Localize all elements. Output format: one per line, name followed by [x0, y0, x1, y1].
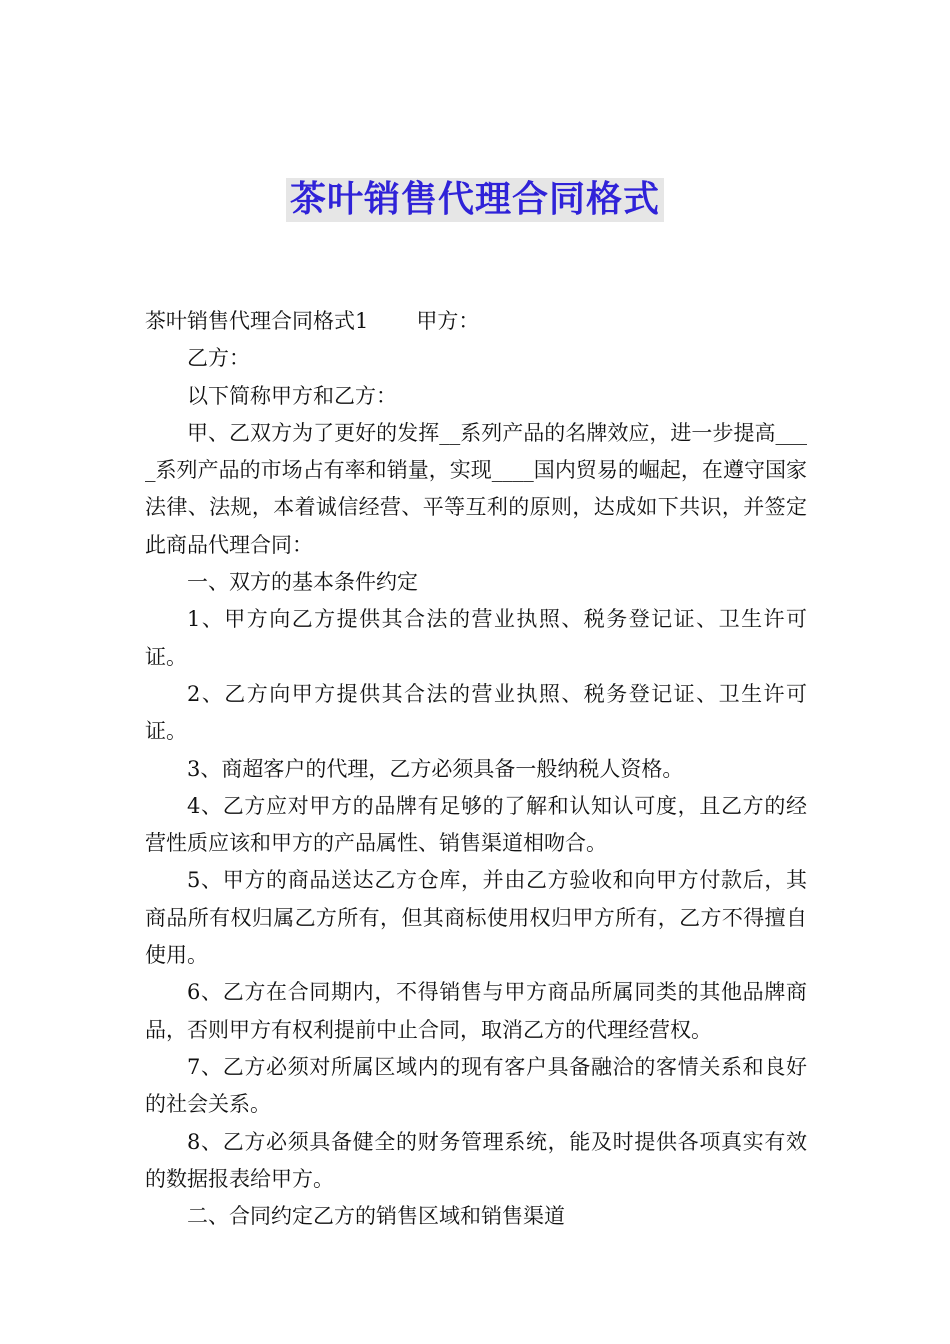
party-b-label: 乙方： — [187, 346, 250, 371]
clause-3: 3、商超客户的代理，乙方必须具备一般纳税人资格。 — [187, 756, 684, 781]
clause-8: 8、乙方必须具备健全的财务管理系统，能及时提供各项真实有效的数据报表给甲方。 — [145, 1129, 807, 1191]
document-subtitle: 茶叶销售代理合同格式1 — [145, 309, 369, 333]
clause-4: 4、乙方应对甲方的品牌有足够的了解和认知认可度，且乙方的经营性质应该和甲方的产品属性、销售渠道相吻合。 — [145, 793, 807, 856]
preamble-paragraph: 甲、乙双方为了更好的发挥__系列产品的名牌效应，进一步提高____系列产品的市场占有率和销量，实现____国内贸易的崛起，在遵守国家法律、法规，本着诚信经营、平等互利的原则，达成如下共识，并签定此商品代理合同： — [145, 420, 807, 557]
clause-6: 6、乙方在合同期内，不得销售与甲方商品所属同类的其他品牌商品，否则甲方有权利提前中止合同，取消乙方的代理经营权。 — [145, 980, 807, 1042]
clause-5: 5、甲方的商品送达乙方仓库，并由乙方验收和向甲方付款后，其商品所有权归属乙方所有，但其商标使用权归甲方所有，乙方不得擅自使用。 — [145, 868, 807, 968]
document-body — [145, 303, 807, 1235]
clause-7: 7、乙方必须对所属区域内的现有客户具备融洽的客情关系和良好的社会关系。 — [145, 1054, 807, 1117]
subtitle-line — [145, 303, 807, 340]
clause-1: 1、甲方向乙方提供其合法的营业执照、税务登记证、卫生许可证。 — [145, 607, 807, 669]
section-heading-1: 一、双方的基本条件约定 — [187, 570, 418, 595]
party-a-label: 甲方： — [416, 309, 480, 333]
section-heading-2: 二、合同约定乙方的销售区域和销售渠道 — [187, 1204, 565, 1229]
title-block — [0, 178, 950, 222]
document-title: 茶叶销售代理合同格式 — [286, 178, 664, 222]
clause-2: 2、乙方向甲方提供其合法的营业执照、税务登记证、卫生许可证。 — [145, 681, 807, 744]
abbrev-line: 以下简称甲方和乙方： — [187, 383, 397, 408]
